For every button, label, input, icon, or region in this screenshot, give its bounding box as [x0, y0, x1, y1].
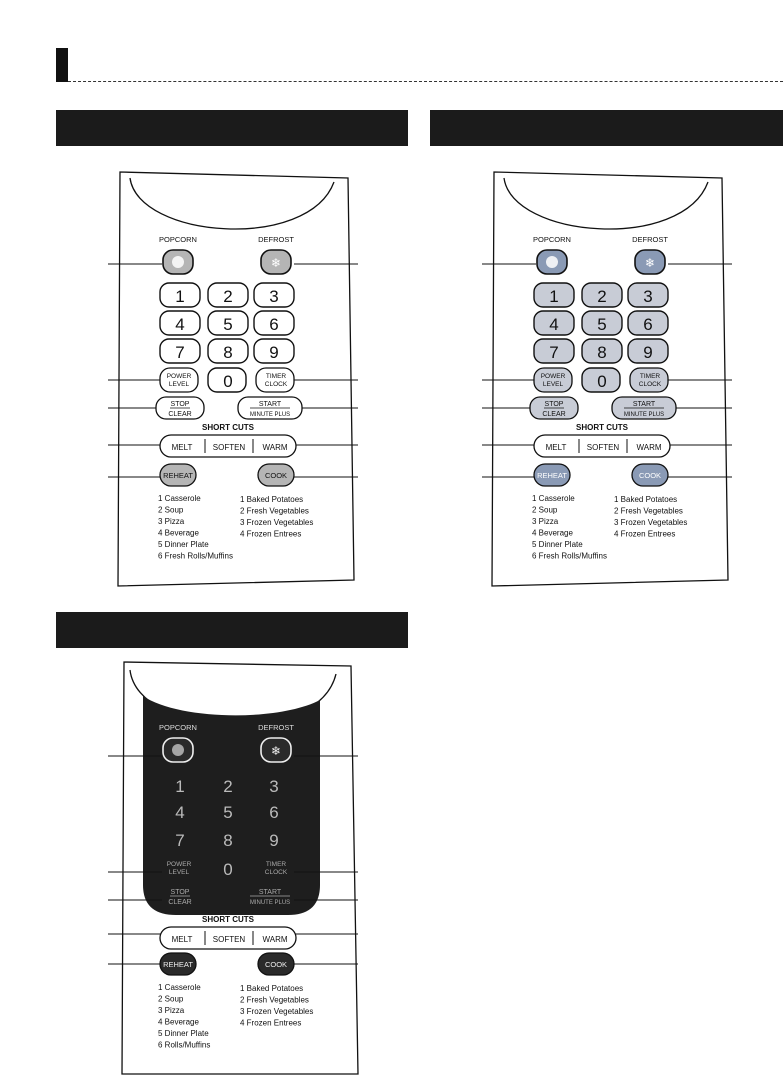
timer-clock-button[interactable] — [630, 368, 668, 392]
power-label-line1: POWER — [166, 861, 192, 868]
start-label: START — [258, 889, 282, 896]
cook-list-item: 1 Baked Potatoes — [240, 495, 304, 504]
minute-plus-label: MINUTE PLUS — [249, 412, 291, 418]
reheat-label: REHEAT — [163, 960, 193, 969]
key-8-label: 8 — [223, 831, 233, 850]
popcorn-icon — [546, 256, 558, 268]
power-label-line1: POWER — [166, 373, 192, 380]
defrost-label: DEFROST — [258, 723, 294, 732]
reheat-list-item: 1 Casserole — [532, 494, 575, 503]
soften-label: SOFTEN — [212, 935, 246, 944]
timer-label-line2: CLOCK — [264, 381, 288, 388]
key-4-label: 4 — [175, 315, 185, 334]
key-2-label: 2 — [597, 287, 607, 306]
cook-label: COOK — [264, 960, 288, 969]
key-0-label: 0 — [597, 372, 607, 391]
short-cuts-title: SHORT CUTS — [202, 915, 254, 924]
defrost-label: DEFROST — [258, 235, 294, 244]
key-6-label: 6 — [269, 315, 279, 334]
stop-label: STOP — [544, 401, 564, 408]
start-label: START — [632, 401, 656, 408]
reheat-list-item: 2 Soup — [532, 505, 558, 515]
reheat-label: REHEAT — [537, 471, 567, 480]
reheat-list-item: 3 Pizza — [158, 517, 185, 526]
power-label-line2: LEVEL — [168, 869, 190, 876]
timer-label-line1: TIMER — [265, 373, 287, 380]
melt-label: MELT — [171, 443, 193, 452]
cook-list-item: 3 Frozen Vegetables — [614, 518, 688, 527]
snowflake-icon: ❄ — [270, 256, 282, 270]
power-level-button[interactable] — [534, 368, 572, 392]
cook-list-item: 3 Frozen Vegetables — [240, 1007, 314, 1016]
start-label: START — [258, 401, 282, 408]
popcorn-icon — [172, 744, 184, 756]
cook-label: COOK — [264, 471, 288, 480]
power-level-button[interactable] — [160, 368, 198, 392]
cook-list-item: 1 Baked Potatoes — [614, 495, 678, 504]
section-bar-black-panel — [56, 612, 408, 648]
popcorn-label: POPCORN — [159, 235, 197, 244]
clear-label: CLEAR — [168, 899, 192, 906]
stop-label: STOP — [170, 889, 190, 896]
key-8-label: 8 — [597, 343, 607, 362]
reheat-list-item: 2 Soup — [158, 505, 184, 515]
key-0-label: 0 — [223, 860, 233, 879]
key-5-label: 5 — [223, 315, 233, 334]
timer-clock-button[interactable] — [256, 368, 294, 392]
timer-clock-button[interactable] — [256, 856, 294, 880]
short-cuts-title: SHORT CUTS — [576, 423, 628, 432]
snowflake-icon: ❄ — [270, 744, 282, 758]
power-label-line2: LEVEL — [168, 381, 190, 388]
timer-label-line1: TIMER — [265, 861, 287, 868]
panel-svg — [482, 168, 762, 588]
minute-plus-label: MINUTE PLUS — [249, 900, 291, 906]
key-3-label: 3 — [269, 287, 279, 306]
key-1-label: 1 — [175, 777, 185, 796]
key-9-label: 9 — [269, 343, 279, 362]
reheat-list-item: 2 Soup — [158, 994, 184, 1004]
reheat-list-item: 4 Beverage — [158, 1017, 199, 1027]
cook-list-item: 4 Frozen Entrees — [240, 529, 302, 539]
cook-list-item: 1 Baked Potatoes — [240, 984, 304, 993]
reheat-list-item: 1 Casserole — [158, 983, 201, 992]
key-5-label: 5 — [223, 803, 233, 822]
key-8-label: 8 — [223, 343, 233, 362]
key-4-label: 4 — [175, 803, 185, 822]
key-9-label: 9 — [269, 831, 279, 850]
key-5-label: 5 — [597, 315, 607, 334]
cook-label: COOK — [638, 471, 662, 480]
soften-label: SOFTEN — [212, 443, 246, 452]
key-2-label: 2 — [223, 287, 233, 306]
key-7-label: 7 — [549, 343, 559, 362]
minute-plus-label: MINUTE PLUS — [623, 412, 665, 418]
reheat-list-item: 4 Beverage — [158, 528, 199, 538]
key-3-label: 3 — [269, 777, 279, 796]
melt-label: MELT — [171, 935, 193, 944]
popcorn-icon — [172, 256, 184, 268]
control-panel-silver — [482, 168, 762, 588]
snowflake-icon: ❄ — [644, 256, 656, 270]
key-0-label: 0 — [223, 372, 233, 391]
reheat-list-item: 6 Fresh Rolls/Muffins — [532, 551, 607, 561]
panel-svg — [108, 660, 388, 1080]
section-bar-white-panel — [56, 110, 408, 146]
warm-label: WARM — [636, 443, 662, 452]
reheat-list-item: 6 Fresh Rolls/Muffins — [158, 551, 233, 561]
panel-svg — [108, 168, 388, 588]
defrost-label: DEFROST — [632, 235, 668, 244]
warm-label: WARM — [262, 443, 288, 452]
timer-label-line2: CLOCK — [264, 869, 288, 876]
reheat-list-item: 5 Dinner Plate — [532, 540, 583, 549]
cook-list-item: 2 Fresh Vegetables — [614, 506, 683, 516]
key-7-label: 7 — [175, 831, 185, 850]
reheat-list-item: 4 Beverage — [532, 528, 573, 538]
key-2-label: 2 — [223, 777, 233, 796]
key-4-label: 4 — [549, 315, 559, 334]
section-bar-silver-panel — [430, 110, 783, 146]
key-3-label: 3 — [643, 287, 653, 306]
short-cuts-title: SHORT CUTS — [202, 423, 254, 432]
reheat-list-item: 3 Pizza — [532, 517, 559, 526]
warm-label: WARM — [262, 935, 288, 944]
cook-list-item: 3 Frozen Vegetables — [240, 518, 314, 527]
key-9-label: 9 — [643, 343, 653, 362]
cook-list-item: 2 Fresh Vegetables — [240, 995, 309, 1005]
reheat-list-item: 1 Casserole — [158, 494, 201, 503]
control-panel-black — [108, 660, 388, 1080]
power-label-line1: POWER — [540, 373, 566, 380]
soften-label: SOFTEN — [586, 443, 620, 452]
stop-label: STOP — [170, 401, 190, 408]
reheat-list-item: 6 Rolls/Muffins — [158, 1040, 211, 1050]
popcorn-label: POPCORN — [533, 235, 571, 244]
timer-label-line1: TIMER — [639, 373, 661, 380]
reheat-list-item: 3 Pizza — [158, 1006, 185, 1015]
control-panel-white — [108, 168, 388, 588]
key-1-label: 1 — [549, 287, 559, 306]
cook-list-item: 2 Fresh Vegetables — [240, 506, 309, 516]
cook-list-item: 4 Frozen Entrees — [614, 529, 676, 539]
power-level-button[interactable] — [160, 856, 198, 880]
reheat-list-item: 5 Dinner Plate — [158, 1029, 209, 1038]
power-label-line2: LEVEL — [542, 381, 564, 388]
melt-label: MELT — [545, 443, 567, 452]
reheat-label: REHEAT — [163, 471, 193, 480]
key-7-label: 7 — [175, 343, 185, 362]
key-6-label: 6 — [643, 315, 653, 334]
reheat-list-item: 5 Dinner Plate — [158, 540, 209, 549]
timer-label-line2: CLOCK — [638, 381, 662, 388]
clear-label: CLEAR — [168, 411, 192, 418]
popcorn-label: POPCORN — [159, 723, 197, 732]
header-dashed-rule — [68, 81, 783, 82]
key-6-label: 6 — [269, 803, 279, 822]
section-marker — [56, 48, 68, 82]
clear-label: CLEAR — [542, 411, 566, 418]
cook-list-item: 4 Frozen Entrees — [240, 1018, 302, 1028]
key-1-label: 1 — [175, 287, 185, 306]
